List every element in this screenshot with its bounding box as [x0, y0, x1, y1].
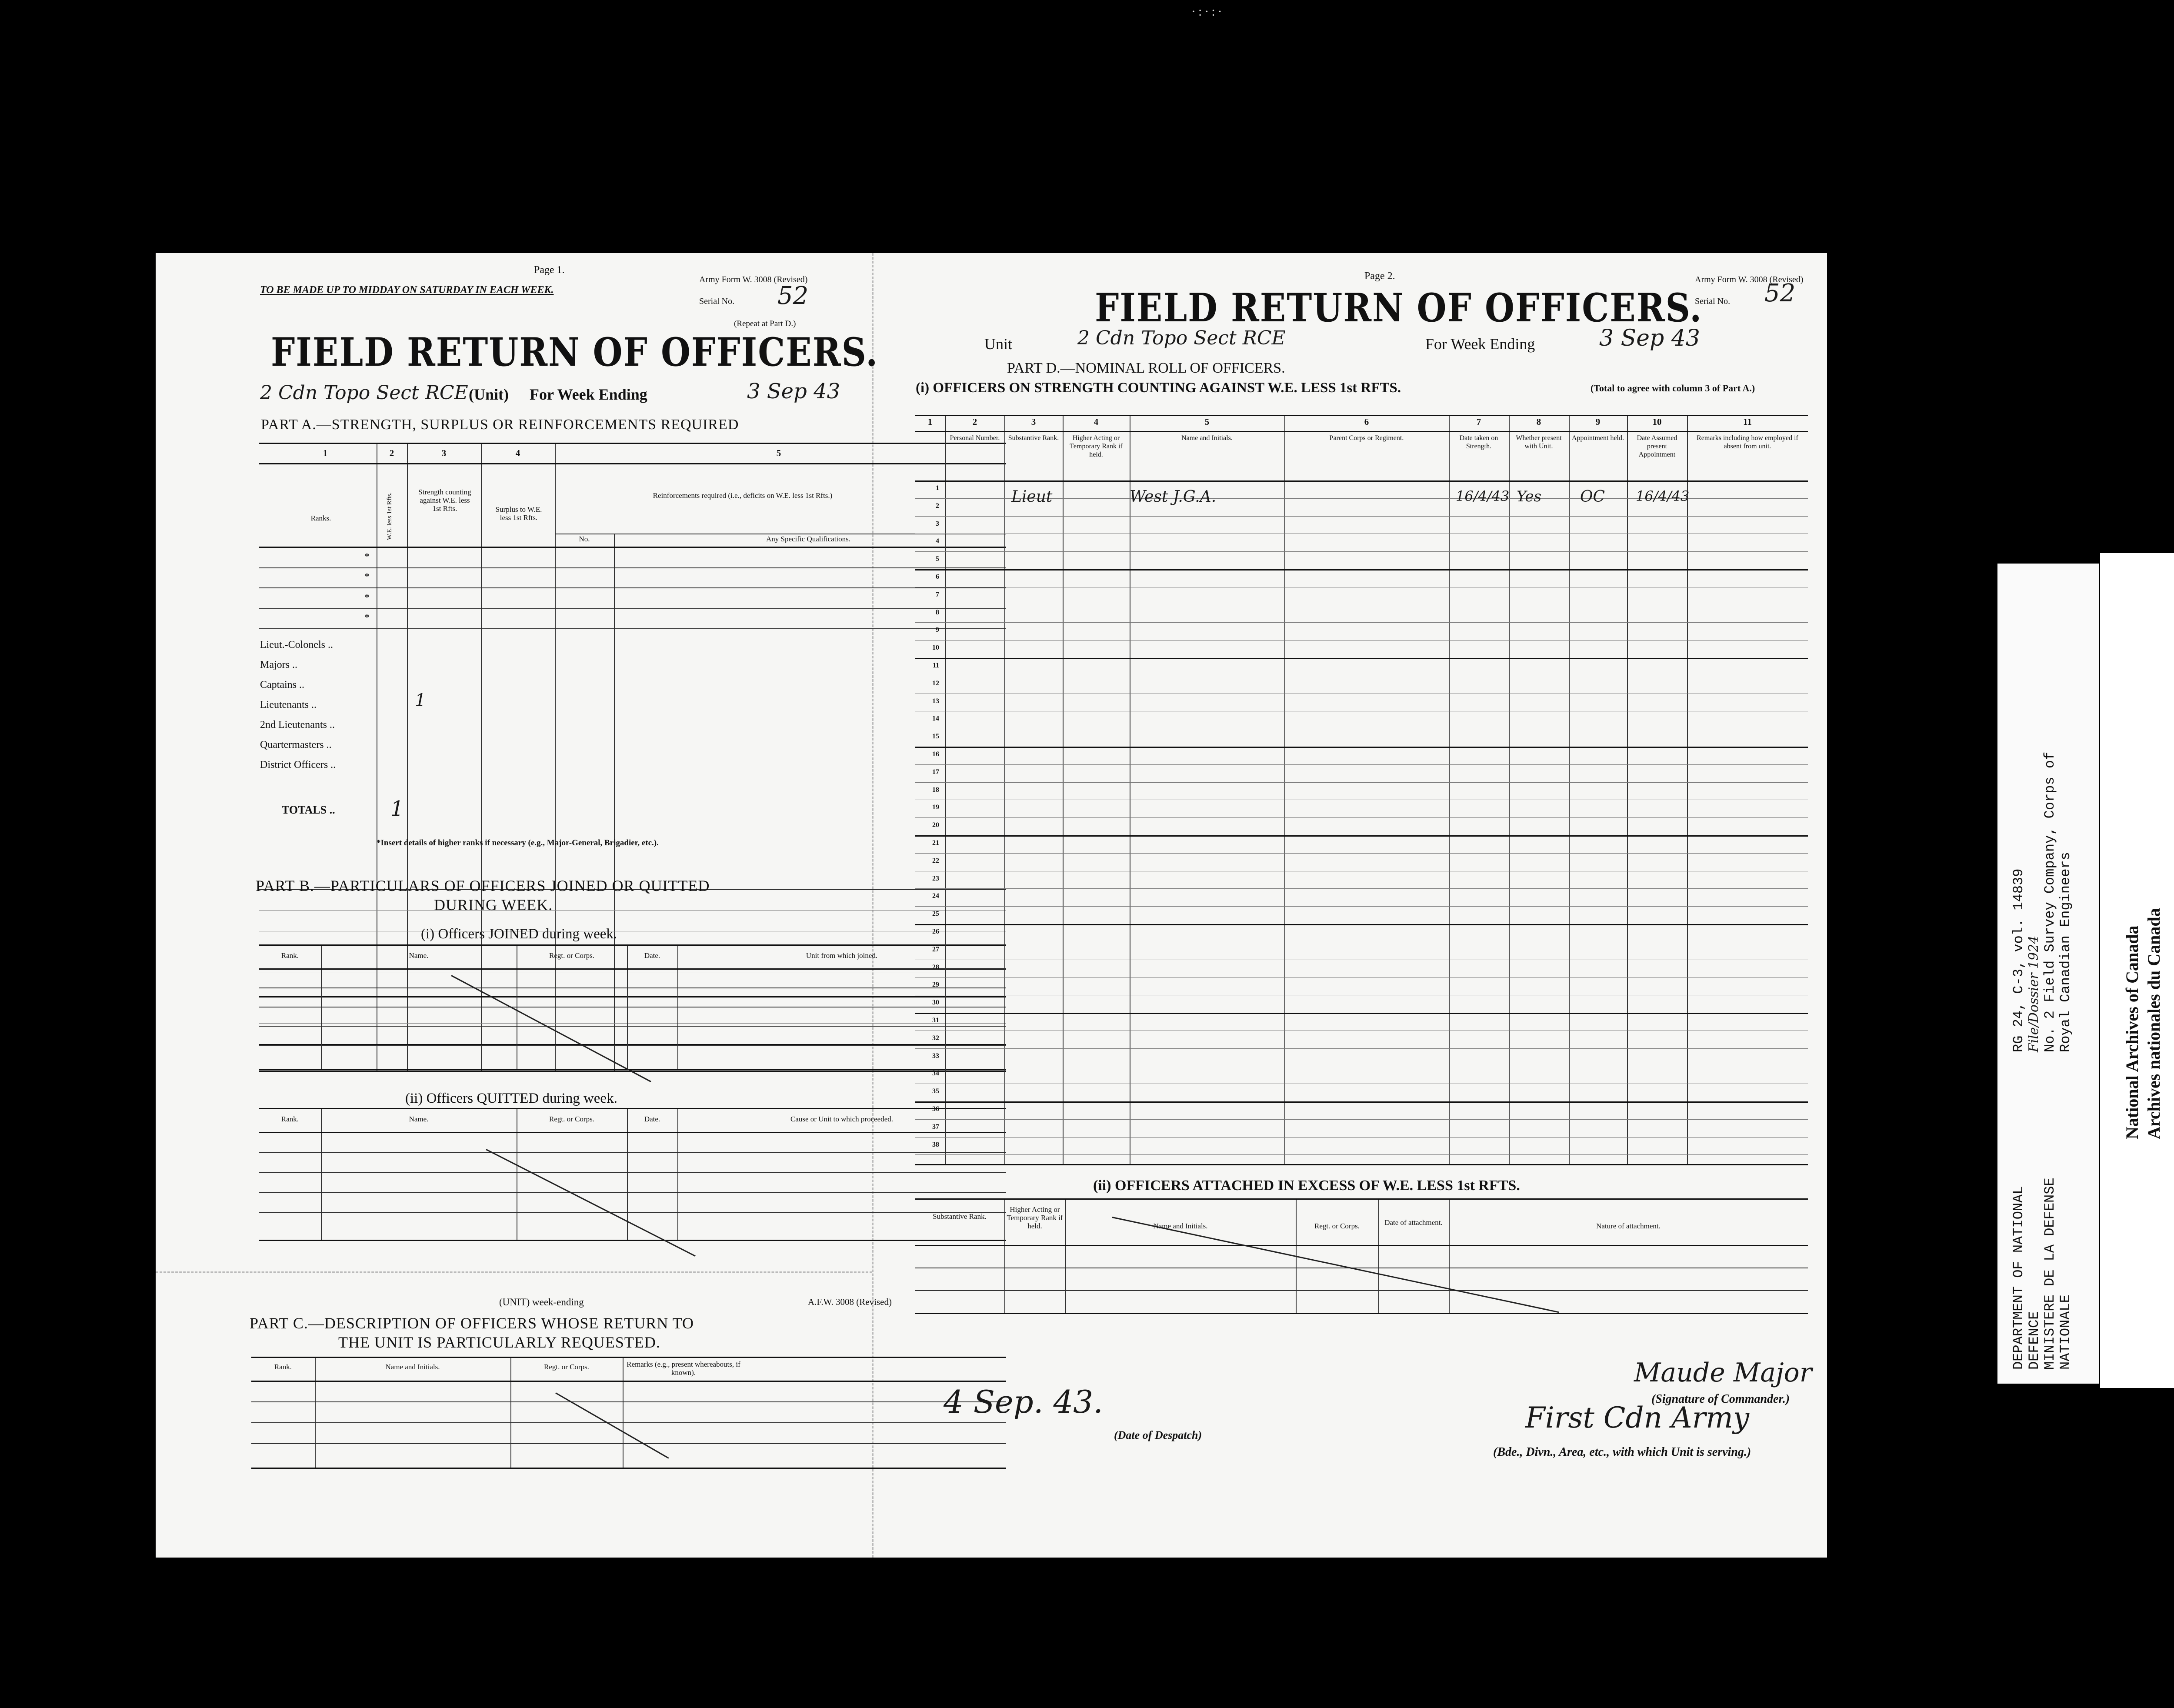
roll-row-number: 13: [932, 697, 939, 705]
field-return-form: [156, 253, 1827, 1558]
roll-row-number: 28: [932, 963, 939, 971]
ref-line-4: Royal Canadian Engineers: [2057, 852, 2074, 1052]
roll-row-number: 26: [932, 928, 939, 935]
scan-dust: ·:·:·: [1191, 4, 1225, 19]
part-d-heading: PART D.—NOMINAL ROLL OF OFFICERS.: [1007, 360, 1285, 376]
roll-row-number: 14: [932, 715, 939, 723]
roll-row-number: 25: [932, 910, 939, 918]
part-a-footnote: *Insert details of higher ranks if necessary (e.g., Major-General, Brigadier, etc.).: [377, 838, 659, 847]
roll-row-line: [915, 516, 1808, 517]
commander-signature: Maude Major: [1634, 1358, 1812, 1388]
part-c-col-remarks: Remarks (e.g., present whereabouts, if known).: [627, 1360, 740, 1377]
ref-line-2: File/Dossier 1924: [2026, 935, 2041, 1052]
roll-col-number: 10: [1652, 417, 1662, 427]
roll-col-header: Higher Acting or Temporary Rank if held.: [1070, 434, 1123, 458]
joined-table: [259, 944, 1006, 1071]
roll-row-number: 27: [932, 945, 939, 953]
roll-col-number: 7: [1476, 417, 1481, 427]
roll-row-line: [915, 622, 1808, 623]
dept-line-4: NATIONALE: [2057, 1294, 2074, 1370]
part-c-heading-2: THE UNIT IS PARTICULARLY REQUESTED.: [338, 1334, 660, 1351]
part-a-heading: PART A.—STRENGTH, SURPLUS OR REINFORCEMENTS REQUIRED: [261, 417, 739, 433]
rank-lieutenants: Lieutenants ..: [260, 699, 317, 711]
rank-quartermasters: Quartermasters ..: [260, 739, 332, 751]
part-c-unit-week: (UNIT) week-ending: [499, 1297, 584, 1308]
dept-line-3: MINISTERE DE LA DEFENSE: [2042, 1178, 2058, 1370]
star-row-4: *: [364, 612, 370, 624]
attached-col-regt: Regt. or Corps.: [1314, 1222, 1360, 1230]
section-ii-heading: (ii) OFFICERS ATTACHED IN EXCESS OF W.E. LESS 1st RFTS.: [1093, 1178, 1520, 1194]
roll-row-number: 23: [932, 874, 939, 882]
part-b-heading-2: DURING WEEK.: [434, 896, 553, 914]
rank-captains: Captains ..: [260, 679, 304, 691]
roll-row-line: [915, 1119, 1808, 1120]
part-a-col-3: 3: [441, 448, 447, 458]
formation-label: (Bde., Divn., Area, etc., with which Unit is serving.): [1493, 1445, 1751, 1459]
roll-row-number: 29: [932, 981, 939, 989]
entry-date-assumed: 16/4/43: [1636, 488, 1690, 504]
roll-row-line: [915, 888, 1808, 889]
roll-row-line: [915, 1101, 1808, 1103]
roll-row-number: 24: [932, 892, 939, 900]
dept-line-1: DEPARTMENT OF NATIONAL: [2011, 1186, 2027, 1370]
roll-col-header: Substantive Rank.: [1008, 434, 1059, 442]
rank-district-officers: District Officers ..: [260, 759, 336, 771]
part-b-heading-1: PART B.—PARTICULARS OF OFFICERS JOINED OR QUITTED: [256, 877, 710, 894]
roll-col-header: Parent Corps or Regiment.: [1329, 434, 1404, 442]
roll-row-number: 17: [932, 768, 939, 776]
nac-line-2: Archives nationales du Canada: [2144, 908, 2164, 1139]
page1-label: Page 1.: [534, 264, 565, 276]
roll-row-number: 1: [936, 484, 939, 492]
roll-row-number: 34: [932, 1070, 939, 1078]
joined-col-rank: Rank.: [281, 951, 299, 960]
roll-row-number: 6: [936, 573, 939, 580]
quitted-col-date: Date.: [644, 1115, 660, 1123]
attached-col-higher: Higher Acting or Temporary Rank if held.: [1007, 1205, 1063, 1230]
despatch-date: 4 Sep. 43.: [944, 1384, 1103, 1420]
rank-lieut-colonels: Lieut.-Colonels ..: [260, 639, 333, 651]
roll-row-number: 16: [932, 751, 939, 758]
quitted-col-rank: Rank.: [281, 1115, 299, 1123]
roll-col-number: 3: [1031, 417, 1036, 427]
tear-off-line: [156, 1271, 872, 1273]
despatch-label: (Date of Despatch): [1114, 1429, 1202, 1441]
roll-row-number: 31: [932, 1017, 939, 1024]
roll-row-number: 33: [932, 1052, 939, 1060]
nominal-roll-table: [915, 415, 1808, 1165]
page2-serial-value: 52: [1764, 279, 1796, 307]
page1-unit-label: (Unit): [469, 386, 509, 403]
page2-title: FIELD RETURN OF OFFICERS.: [1095, 285, 1703, 331]
attached-col-date: Date of attachment.: [1384, 1218, 1443, 1227]
joined-col-regt: Regt. or Corps.: [549, 951, 594, 960]
attached-col-nature: Nature of attachment.: [1596, 1222, 1661, 1230]
page1-week-label: For Week Ending: [530, 386, 647, 403]
joined-col-name: Name.: [409, 951, 429, 960]
roll-col-header: Appointment held.: [1572, 434, 1624, 442]
entry-date-taken: 16/4/43: [1456, 488, 1510, 504]
page2-label: Page 2.: [1364, 270, 1395, 282]
roll-row-line: [915, 747, 1808, 748]
roll-row-line: [915, 924, 1808, 925]
page1-week-value: 3 Sep 43: [747, 379, 840, 404]
roll-row-number: 36: [932, 1105, 939, 1113]
entry-rank: Lieut: [1011, 488, 1053, 506]
roll-row-number: 32: [932, 1034, 939, 1042]
page1-unit-value: 2 Cdn Topo Sect RCE: [260, 382, 468, 404]
page2-serial-label: Serial No.: [1695, 297, 1731, 306]
roll-row-number: 15: [932, 733, 939, 741]
part-a-no-header: No.: [579, 535, 590, 543]
attached-col-name: Name and Initials.: [1153, 1222, 1208, 1230]
roll-col-header: Personal Number.: [950, 434, 1000, 442]
roll-row-number: 9: [936, 626, 939, 634]
roll-col-header: Whether present with Unit.: [1516, 434, 1562, 450]
dept-line-2: DEFENCE: [2026, 1311, 2042, 1370]
quitted-col-regt: Regt. or Corps.: [549, 1115, 594, 1123]
roll-row-line: [915, 817, 1808, 818]
roll-row-line: [915, 906, 1808, 907]
page1-repeat-note: (Repeat at Part D.): [734, 319, 796, 328]
page1-instruction: TO BE MADE UP TO MIDDAY ON SATURDAY IN EACH WEEK.: [260, 284, 554, 296]
part-c-col-name: Name and Initials.: [385, 1363, 440, 1371]
page2-form-number: Army Form W. 3008 (Revised): [1695, 275, 1804, 284]
roll-row-number: 18: [932, 786, 939, 794]
part-a-col-1: 1: [323, 448, 328, 458]
roll-row-line: [915, 658, 1808, 659]
part-a-col-5: 5: [776, 448, 781, 458]
roll-row-number: 35: [932, 1088, 939, 1095]
part-c-afw: A.F.W. 3008 (Revised): [808, 1297, 892, 1307]
part-a-strength-header: Strength counting against W.E. less 1st Rfts.: [418, 488, 471, 513]
roll-row-number: 37: [932, 1123, 939, 1131]
quitted-col-name: Name.: [409, 1115, 429, 1123]
part-a-surplus-header: Surplus to W.E. less 1st Rfts.: [495, 505, 542, 522]
ref-line-1: RG 24, C-3, vol. 14839: [2011, 868, 2027, 1052]
roll-col-number: 6: [1364, 417, 1369, 427]
roll-row-line: [915, 551, 1808, 552]
roll-row-number: 20: [932, 821, 939, 829]
part-c-col-rank: Rank.: [274, 1363, 292, 1371]
part-c-heading-1: PART C.—DESCRIPTION OF OFFICERS WHOSE RETURN TO: [250, 1314, 694, 1332]
roll-row-line: [915, 1154, 1808, 1155]
roll-row-number: 10: [932, 644, 939, 652]
star-row-3: *: [364, 592, 370, 604]
page1-serial-value: 52: [777, 282, 809, 310]
roll-col-header: Name and Initials.: [1181, 434, 1233, 442]
roll-row-line: [915, 764, 1808, 765]
page1-title: FIELD RETURN OF OFFICERS.: [271, 330, 879, 375]
signature-label: (Signature of Commander.): [1651, 1392, 1790, 1406]
roll-row-line: [915, 1013, 1808, 1014]
joined-col-date: Date.: [644, 951, 660, 960]
page1-form-number: Army Form W. 3008 (Revised): [699, 275, 808, 284]
roll-row-number: 2: [936, 502, 939, 510]
part-c-col-regt: Regt. or Corps.: [544, 1363, 589, 1371]
star-row-2: *: [364, 571, 370, 583]
part-a-col-2: 2: [389, 448, 394, 458]
quitted-heading: (ii) Officers QUITTED during week.: [405, 1091, 617, 1106]
roll-row-line: [915, 569, 1808, 570]
roll-row-number: 30: [932, 999, 939, 1007]
roll-row-number: 38: [932, 1141, 939, 1148]
roll-row-number: 3: [936, 520, 939, 527]
entry-present: Yes: [1517, 488, 1542, 505]
joined-col-unit: Unit from which joined.: [806, 951, 878, 960]
section-i-heading: (i) OFFICERS ON STRENGTH COUNTING AGAINST W.E. LESS 1st RFTS.: [916, 380, 1401, 396]
page2-week-label: For Week Ending: [1425, 335, 1535, 353]
attached-col-substantive: Substantive Rank.: [933, 1212, 987, 1221]
roll-row-number: 21: [932, 839, 939, 847]
part-a-reinf-header: Reinforcements required (i.e., deficits on W.E. less 1st Rfts.): [653, 491, 833, 500]
page1-serial-label: Serial No.: [699, 297, 735, 306]
roll-row-line: [915, 782, 1808, 783]
totals-label: TOTALS ..: [282, 804, 335, 816]
page2-unit-label: Unit: [984, 335, 1013, 353]
entry-name: West J.G.A.: [1130, 488, 1217, 506]
roll-row-number: 11: [932, 662, 939, 669]
star-row-1: *: [364, 551, 370, 563]
rank-2nd-lieutenants: 2nd Lieutenants ..: [260, 719, 335, 731]
roll-col-header: Date Assumed present Appointment: [1637, 434, 1677, 458]
roll-row-number: 8: [936, 608, 939, 616]
part-a-ranks-header: Ranks.: [310, 514, 331, 522]
roll-col-header: Remarks including how employed if absent from unit.: [1697, 434, 1798, 450]
roll-col-number: 1: [927, 417, 933, 427]
roll-row-number: 12: [932, 679, 939, 687]
roll-row-number: 19: [932, 804, 939, 811]
page2-week-value: 3 Sep 43: [1599, 325, 1700, 351]
roll-col-header: Date taken on Strength.: [1459, 434, 1498, 450]
page2-unit-value: 2 Cdn Topo Sect RCE: [1077, 327, 1286, 349]
roll-col-number: 4: [1094, 417, 1099, 427]
roll-row-number: 4: [936, 537, 939, 545]
entry-appointment: OC: [1580, 488, 1605, 506]
roll-row-number: 22: [932, 857, 939, 864]
lieutenants-we-value: 1: [415, 691, 426, 711]
roll-row-number: 7: [936, 590, 939, 598]
rank-majors: Majors ..: [260, 659, 297, 671]
roll-col-number: 5: [1204, 417, 1210, 427]
section-i-note: (Total to agree with column 3 of Part A.): [1590, 383, 1755, 394]
quitted-table: [259, 1108, 1006, 1241]
roll-row-number: 5: [936, 555, 939, 563]
joined-heading: (i) Officers JOINED during week.: [421, 926, 617, 942]
formation-name: First Cdn Army: [1525, 1401, 1750, 1434]
nac-line-1: National Archives of Canada: [2122, 925, 2142, 1139]
roll-col-number: 8: [1536, 417, 1541, 427]
roll-row-line: [915, 853, 1808, 854]
ref-line-3: No. 2 Field Survey Company, Corps of: [2042, 751, 2058, 1052]
roll-row-line: [915, 1048, 1808, 1049]
roll-row-line: [915, 835, 1808, 837]
quitted-col-cause: Cause or Unit to which proceeded.: [790, 1115, 894, 1123]
roll-col-number: 9: [1595, 417, 1600, 427]
part-a-quals-header: Any Specific Qualifications.: [766, 535, 851, 543]
roll-row-line: [915, 1137, 1808, 1138]
part-a-we-header: W.E. less 1st Rfts.: [386, 492, 393, 540]
roll-col-number: 2: [972, 417, 977, 427]
totals-value: 1: [390, 797, 404, 821]
part-a-col-4: 4: [515, 448, 520, 458]
roll-col-number: 11: [1743, 417, 1752, 427]
